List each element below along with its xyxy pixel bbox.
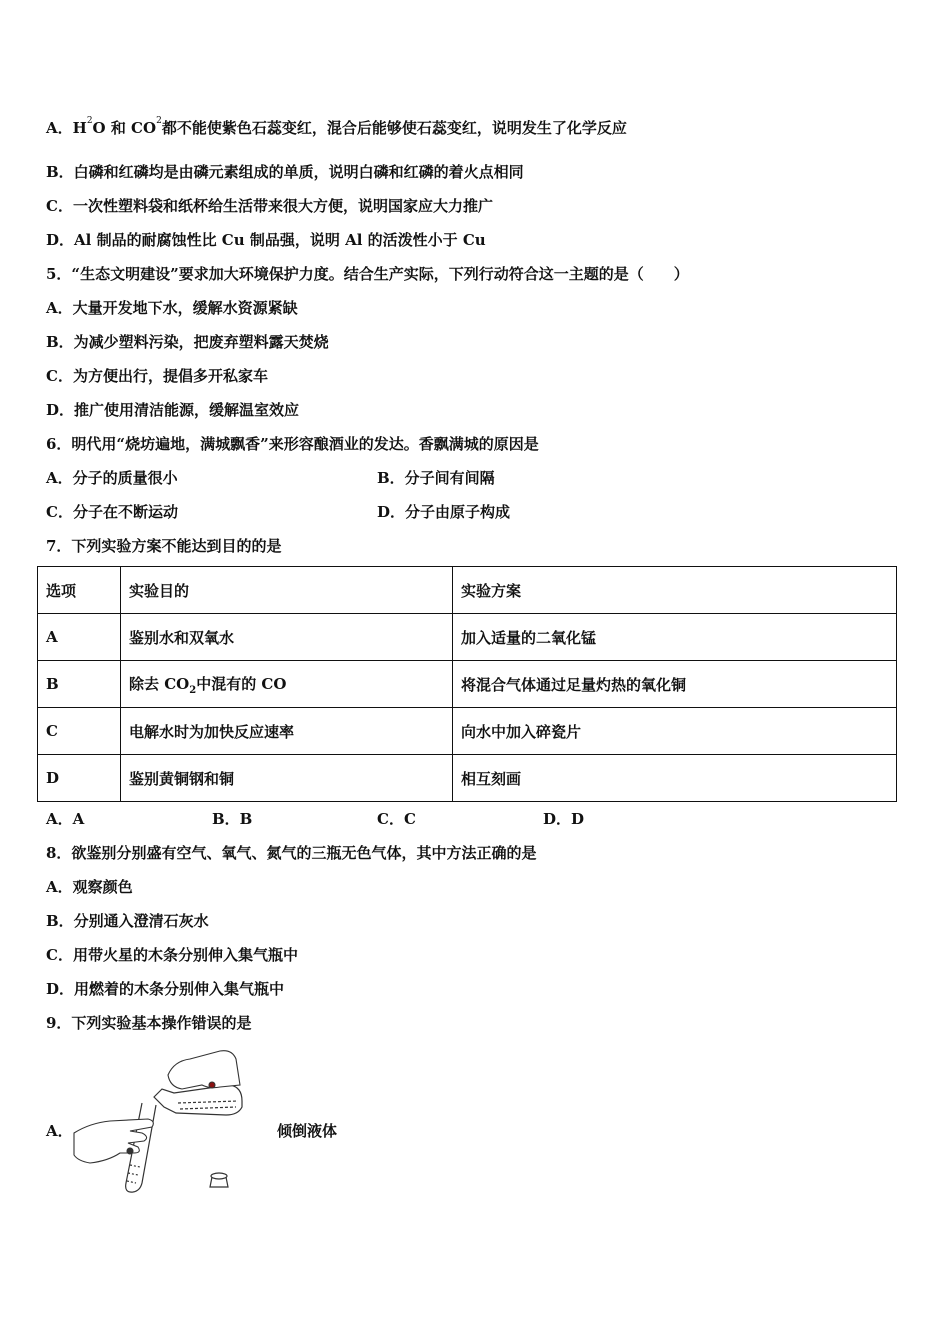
table-cell-option: C [38, 708, 121, 755]
pouring-liquid-illustration [70, 1045, 250, 1195]
reagent-bottle-icon [154, 1085, 242, 1115]
q4-option-c: C．一次性塑料袋和纸杯给生活带来很大方便，说明国家应大力推广 [46, 197, 493, 215]
q7-option-d: D．D [543, 810, 585, 828]
q5-option-b: B．为减少塑料污染，把废弃塑料露天焚烧 [46, 333, 329, 351]
stopper-icon [210, 1173, 228, 1187]
table-cell-goal: 鉴别水和双氧水 [121, 614, 453, 661]
q6-option-d: D．分子由原子构成 [377, 503, 511, 521]
table-cell-option: D [38, 755, 121, 802]
q6-option-a: A．分子的质量很小 [46, 469, 178, 487]
q7-option-c: C．C [377, 810, 416, 828]
q4-option-d: D．Al 制品的耐腐蚀性比 Cu 制品强，说明 Al 的活泼性小于 Cu [46, 231, 486, 249]
table-cell-option: A [38, 614, 121, 661]
q6-option-b: B．分子间有间隔 [377, 469, 495, 487]
q6-option-c: C．分子在不断运动 [46, 503, 178, 521]
hand-icon [74, 1119, 153, 1163]
table-row [38, 661, 897, 708]
q5-option-c: C．为方便出行，提倡多开私家车 [46, 367, 268, 385]
table-header-row [38, 567, 897, 614]
q4-option-b: B．白磷和红磷均是由磷元素组成的单质，说明白磷和红磷的着火点相同 [46, 163, 524, 181]
table-header-goal: 实验目的 [121, 567, 453, 614]
q7-stem: 7．下列实验方案不能达到目的的是 [46, 537, 282, 555]
table-row [38, 755, 897, 802]
q7-option-a: A．A [46, 810, 85, 828]
q9-stem: 9．下列实验基本操作错误的是 [46, 1014, 252, 1032]
q8-option-a: A．观察颜色 [46, 878, 133, 896]
q9-option-a-label: A． [46, 1122, 73, 1140]
q5-stem: 5．“生态文明建设”要求加大环境保护力度。结合生产实际，下列行动符合这一主题的是（ ） [46, 265, 689, 283]
table-row [38, 614, 897, 661]
table-cell-plan: 向水中加入碎瓷片 [453, 708, 897, 755]
table-cell-plan: 将混合气体通过足量灼热的氧化铜 [453, 661, 897, 708]
q8-option-b: B．分别通入澄清石灰水 [46, 912, 209, 930]
q5-option-d: D．推广使用清洁能源，缓解温室效应 [46, 401, 300, 419]
q7-option-b: B．B [212, 810, 253, 828]
q8-option-c: C．用带火星的木条分别伸入集气瓶中 [46, 946, 298, 964]
q6-stem: 6．明代用“烧坊遍地，满城飘香”来形容酿酒业的发达。香飘满城的原因是 [46, 435, 539, 453]
table-header-plan: 实验方案 [453, 567, 897, 614]
table-cell-goal: 鉴别黄铜钢和铜 [121, 755, 453, 802]
table-cell-goal: 除去 $CO_2$中混有的 CO [121, 661, 453, 708]
table-cell-goal: 电解水时为加快反应速率 [121, 708, 453, 755]
q4-option-a: A．$H^2O$ 和 $CO^2$都不能使紫色石蕊变红，混合后能够使石蕊变红，说明发生了化学反应 [46, 116, 627, 137]
table-row [38, 708, 897, 755]
pouring-hand-icon [168, 1051, 240, 1089]
q8-stem: 8．欲鉴别分别盛有空气、氧气、氮气的三瓶无色气体，其中方法正确的是 [46, 844, 537, 862]
q8-option-d: D．用燃着的木条分别伸入集气瓶中 [46, 980, 285, 998]
table-cell-option: B [38, 661, 121, 708]
q9-option-a-caption: 倾倒液体 [277, 1122, 338, 1140]
table-cell-plan: 加入适量的二氧化锰 [453, 614, 897, 661]
table-cell-plan: 相互刻画 [453, 755, 897, 802]
q7-table [37, 566, 897, 802]
q5-option-a: A．大量开发地下水，缓解水资源紧缺 [46, 299, 298, 317]
table-header-option: 选项 [38, 567, 121, 614]
